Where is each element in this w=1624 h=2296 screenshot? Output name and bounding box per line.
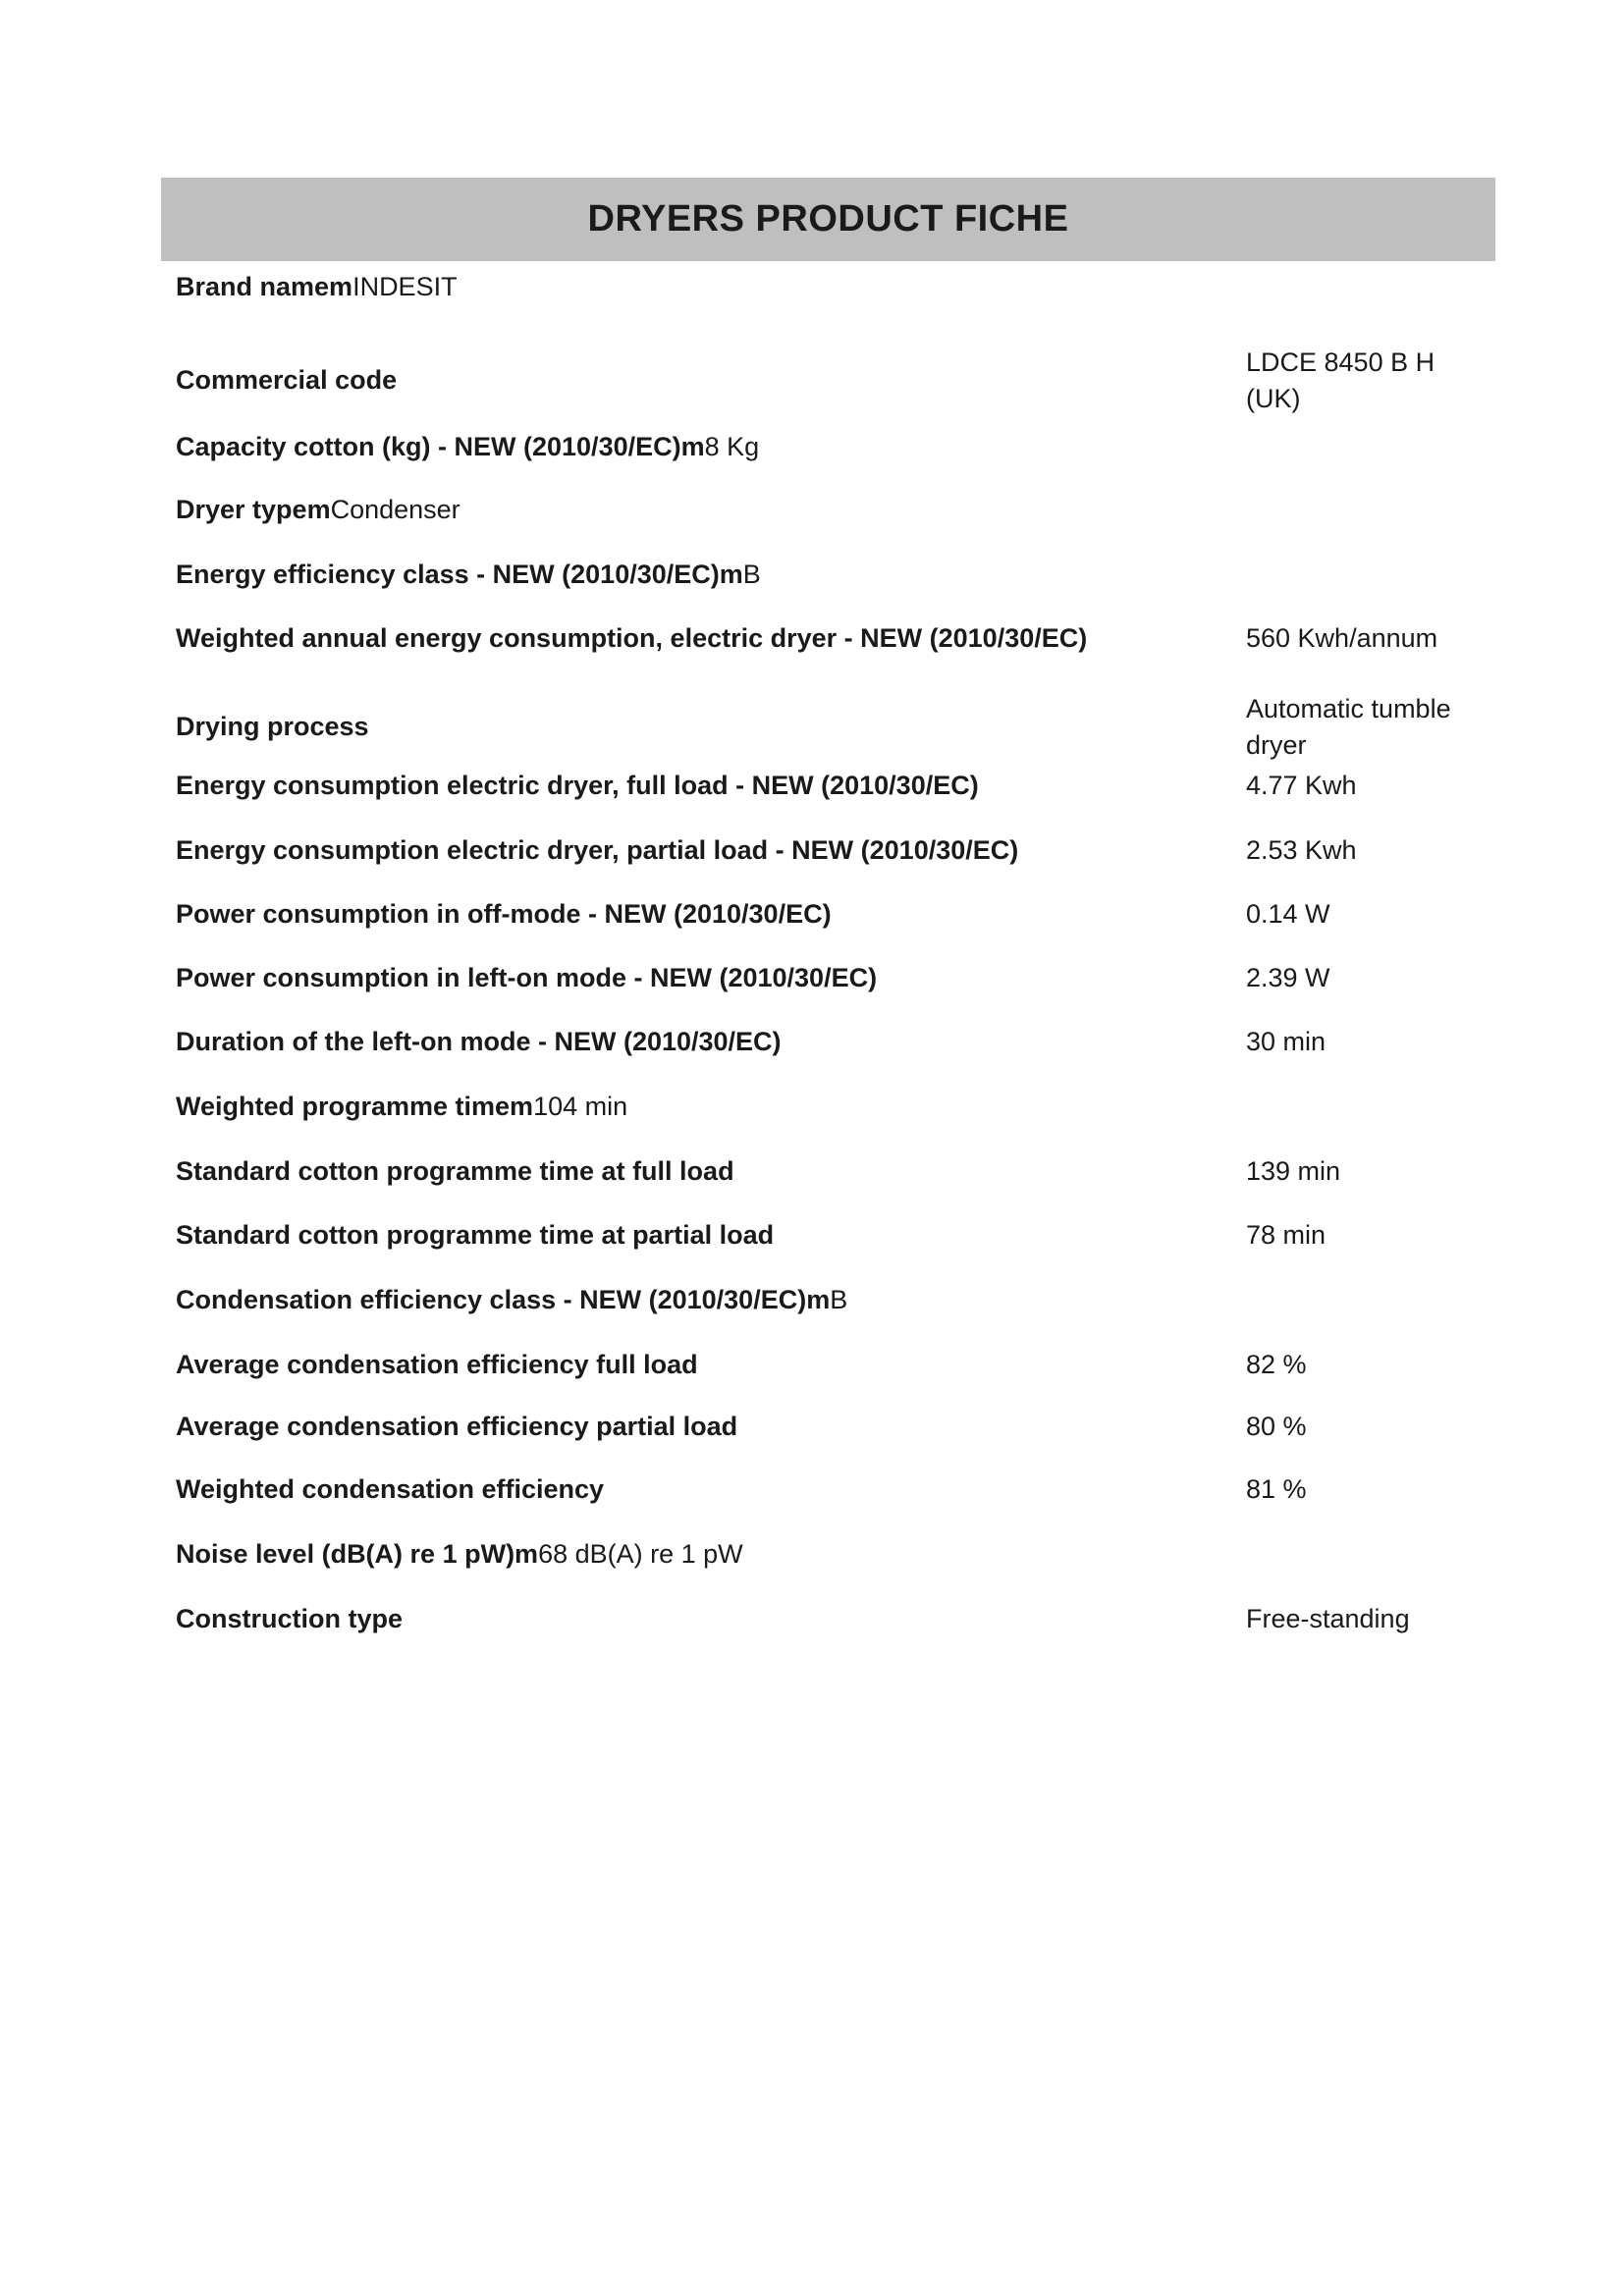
spec-value: B xyxy=(742,560,761,589)
spec-value: 560 Kwh/annum xyxy=(1246,623,1438,653)
spec-label xyxy=(176,960,877,996)
spec-value: 4.77 Kwh xyxy=(1246,771,1357,800)
spec-label xyxy=(176,768,979,804)
spec-label-text: Duration of the left-on mode - NEW (2010/30/EC) xyxy=(176,1027,782,1056)
spec-label xyxy=(176,557,761,593)
spec-label xyxy=(176,1024,782,1060)
spec-value: 139 min xyxy=(1246,1156,1341,1186)
spec-value: 78 min xyxy=(1246,1220,1326,1250)
spec-label-text: Weighted programme timem xyxy=(176,1092,534,1121)
spec-label-text: Average condensation efficiency full load xyxy=(176,1350,698,1379)
spec-value: 2.39 W xyxy=(1246,963,1330,992)
spec-label-text: Energy consumption electric dryer, partial load - NEW (2010/30/EC) xyxy=(176,835,1019,865)
spec-label-text: Standard cotton programme time at partial load xyxy=(176,1220,775,1250)
spec-value: 0.14 W xyxy=(1246,899,1330,929)
spec-value: Automatic tumble dryer xyxy=(1246,694,1451,760)
spec-label-text: Drying process xyxy=(176,712,369,741)
spec-value: 8 Kg xyxy=(704,432,760,461)
spec-label xyxy=(176,620,1087,657)
spec-label xyxy=(176,1217,774,1254)
spec-label xyxy=(176,362,397,399)
spec-label-text: Capacity cotton (kg) - NEW (2010/30/EC)m xyxy=(176,432,705,461)
spec-value: 68 dB(A) re 1 pW xyxy=(538,1539,743,1569)
spec-label xyxy=(176,1153,734,1190)
spec-label-text: Energy efficiency class - NEW (2010/30/EC)m xyxy=(176,560,743,589)
spec-label-text: Noise level (dB(A) re 1 pW)m xyxy=(176,1539,539,1569)
spec-label-text: Weighted annual energy consumption, electric dryer - NEW (2010/30/EC) xyxy=(176,623,1088,653)
spec-label xyxy=(176,1601,403,1637)
page-title: DRYERS PRODUCT FICHE xyxy=(587,198,1069,240)
spec-value: 104 min xyxy=(533,1092,628,1121)
spec-label xyxy=(176,429,759,465)
product-fiche xyxy=(161,178,1495,1633)
spec-label xyxy=(176,1536,743,1573)
spec-value: LDCE 8450 B H (UK) xyxy=(1246,347,1435,413)
spec-label xyxy=(176,896,832,933)
spec-value: Free-standing xyxy=(1246,1604,1410,1633)
spec-label xyxy=(176,709,369,745)
spec-label-text: Construction type xyxy=(176,1604,404,1633)
spec-label xyxy=(176,1471,604,1508)
spec-label xyxy=(176,1089,627,1125)
spec-label xyxy=(176,1409,737,1445)
spec-value: 80 % xyxy=(1246,1412,1307,1441)
spec-value: 82 % xyxy=(1246,1350,1307,1379)
spec-label xyxy=(176,832,1018,869)
spec-label-text: Standard cotton programme time at full load xyxy=(176,1156,734,1186)
spec-label xyxy=(176,1347,698,1383)
spec-label xyxy=(176,269,458,305)
spec-label xyxy=(176,492,460,528)
spec-label-text: Average condensation efficiency partial load xyxy=(176,1412,738,1441)
spec-value: 30 min xyxy=(1246,1027,1326,1056)
spec-value: B xyxy=(830,1285,848,1314)
spec-label-text: Dryer typem xyxy=(176,495,331,524)
spec-value: Condenser xyxy=(330,495,460,524)
spec-label-text: Brand namem xyxy=(176,272,353,301)
spec-value: 81 % xyxy=(1246,1474,1307,1504)
fiche-header xyxy=(161,178,1495,261)
spec-label-text: Power consumption in left-on mode - NEW (2010/30/EC) xyxy=(176,963,878,992)
spec-label-text: Weighted condensation efficiency xyxy=(176,1474,605,1504)
spec-value: 2.53 Kwh xyxy=(1246,835,1357,865)
spec-label xyxy=(176,1282,847,1318)
spec-label-text: Energy consumption electric dryer, full load - NEW (2010/30/EC) xyxy=(176,771,979,800)
spec-label-text: Commercial code xyxy=(176,365,398,395)
spec-value: INDESIT xyxy=(352,272,458,301)
spec-label-text: Power consumption in off-mode - NEW (2010/30/EC) xyxy=(176,899,832,929)
spec-label-text: Condensation efficiency class - NEW (2010/30/EC)m xyxy=(176,1285,831,1314)
